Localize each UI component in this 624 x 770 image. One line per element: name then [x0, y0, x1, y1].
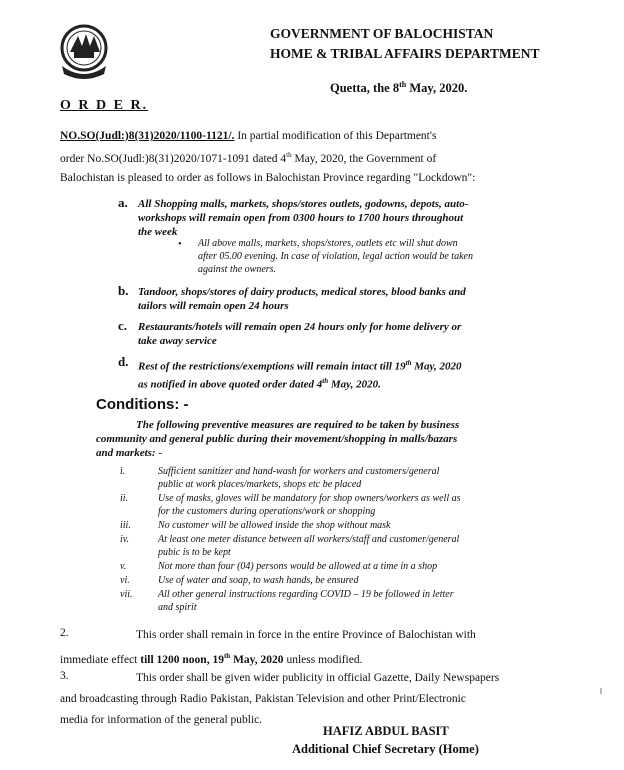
intro-line-3: Balochistan is pleased to order as follows in Balochistan Province regarding "Lockdown":: [60, 171, 476, 184]
condition-item: v. Not more than four (04) persons would be allowed at a time in a shop: [120, 561, 438, 572]
intro-line-2: order No.SO(Judl:)8(31)2020/1071-1091 dated 4th May, 2020, the Government of: [60, 151, 437, 165]
paragraph-3: This order shall be given wider publicity in official Gazette, Daily Newspapers and broadcasting through Radio Pakistan, Pakistan Television and other Print/Electronic media for information of the general public.: [60, 672, 500, 726]
signatory-title: Additional Chief Secretary (Home): [292, 742, 479, 756]
intro-line-1: NO.SO(Judl:)8(31)2020/1100-1121/. In partial modification of this Department's: [60, 130, 437, 142]
header-department: HOME & TRIBAL AFFAIRS DEPARTMENT: [270, 46, 540, 61]
conditions-intro: The following preventive measures are required to be taken by business community and general public during their movement/shopping in malls/bazars and markets: -: [96, 419, 460, 459]
order-date: Quetta, the 8th May, 2020.: [330, 80, 468, 96]
item-c-text: Restaurants/hotels will remain open 24 hours only for home delivery or take away service: [138, 321, 462, 347]
item-a-text: All Shopping malls, markets, shops/stores outlets, godowns, depots, auto- workshops will remain open from 0300 hours to 1700 hours throughout the week: [138, 198, 469, 238]
condition-item: vii. All other general instructions regarding COVID – 19 be followed in letter and spirit: [120, 589, 454, 613]
item-b-text: Tandoor, shops/stores of dairy products, medical stores, blood banks and tailors will remain open 24 hours: [138, 286, 466, 312]
para-2-number: 2.: [60, 627, 69, 639]
signatory-name: HAFIZ ABDUL BASIT: [323, 724, 449, 738]
scan-artifact: [600, 688, 602, 694]
item-d-text: Rest of the restrictions/exemptions will remain intact till 19th May, 2020 as notified in above quoted order dated 4th May, 2020.: [138, 359, 462, 391]
order-title: O R D E R.: [60, 98, 149, 113]
conditions-list: [120, 466, 530, 616]
item-a-letter: a.: [118, 195, 128, 210]
order-reference: NO.SO(Judl:)8(31)2020/1100-1121/.: [60, 130, 235, 142]
government-seal-logo: [56, 22, 112, 82]
bullet-icon: •: [178, 239, 182, 250]
para-3-number: 3.: [60, 670, 69, 682]
paragraph-2: This order shall remain in force in the entire Province of Balochistan with immediate effect till 1200 noon, 19th May, 2020 unless modified.: [60, 629, 476, 666]
item-c-letter: c.: [118, 318, 128, 333]
condition-item: i. Sufficient sanitizer and hand-wash for workers and customers/general public at work places/markets, shops etc be placed: [120, 466, 440, 490]
conditions-title: Conditions: -: [96, 396, 189, 413]
condition-item: iv. At least one meter distance between all workers/staff and customer/general pubic is to be kept: [120, 534, 460, 558]
header-government: GOVERNMENT OF BALOCHISTAN: [270, 26, 494, 41]
intro-paragraph: [60, 127, 522, 188]
item-a-bullet-text: All above malls, markets, shops/stores, outlets etc will shut down after 05.00 evening. In case of violation, legal action would be taken against the owners.: [198, 238, 473, 275]
condition-item: ii. Use of masks, gloves will be mandatory for shop owners/workers as well as for the customers during operations/work or shopping: [120, 493, 461, 517]
item-b-letter: b.: [118, 283, 129, 298]
condition-item: iii. No customer will be allowed inside the shop without mask: [120, 520, 391, 531]
item-d-letter: d.: [118, 354, 129, 369]
condition-item: vi. Use of water and soap, to wash hands, be ensured: [120, 575, 359, 586]
